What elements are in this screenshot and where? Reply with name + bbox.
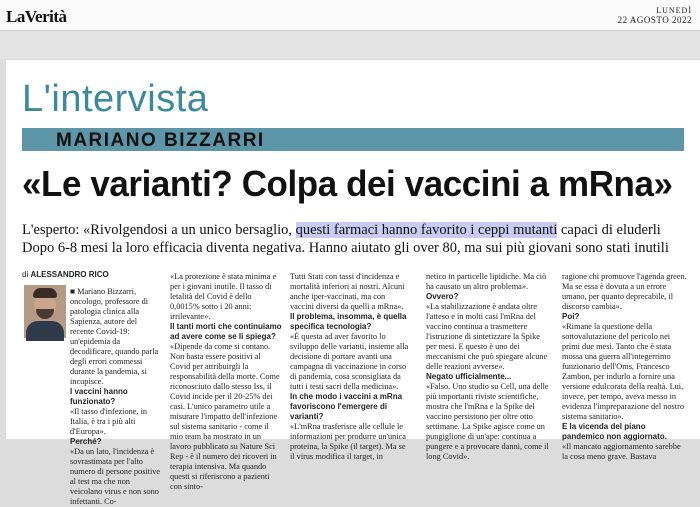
byline-author: ALESSANDRO RICO (30, 270, 109, 279)
column-paragraph: Perché? (70, 437, 102, 446)
subhead-highlight[interactable]: questi farmaci hanno favorito i ceppi mutanti (295, 222, 558, 238)
subhead-text-before: L'esperto: «Rivolgendosi a un unico bersaglio, (22, 222, 296, 238)
subheadline (22, 221, 692, 257)
column-paragraph: Ovvero? (426, 292, 459, 301)
article-column-4 (426, 272, 550, 461)
dateline (618, 6, 692, 25)
page-gap (0, 31, 700, 59)
article-column-3 (290, 272, 410, 461)
article-column-5 (562, 272, 688, 461)
column-paragraph: Il tanti morti che continuiamo ad avere come se li spiega? (170, 322, 282, 341)
column-paragraph: E la vicenda del piano pandemico non aggiornato. (562, 422, 667, 441)
column-paragraph: «L'mRna trasferisce alle cellule le informazioni per produrre un'unica proteina, la Spike (il target). Ma se il virus modifica il target, in (290, 422, 406, 461)
column-paragraph: ragione chi promuove l'agenda green. Ma se essa è dovuta a un errore umano, per quanto deprecabile, il discorso cambia». (562, 272, 687, 311)
dateline-date: 22 AGOSTO 2022 (617, 15, 692, 25)
interviewee-band (22, 128, 684, 151)
column-paragraph: «Rimane la questione della sottovalutazione del pericolo nei primi due mesi. Tanto che è stata mossa una guerra all'integerrimo funzionario dell'Oms, Francesco Zambon, per indurlo a fornire una versione edulcorata della realtà. Lui, invece, per tempo, aveva messo in evidenza l'impreparazione del nostro sistema sanitario». (562, 322, 684, 421)
article-column-2 (170, 272, 282, 491)
subhead-text-after: capaci di eluderli (557, 222, 661, 238)
masthead-bar (0, 0, 700, 31)
photo-body (26, 321, 64, 341)
headline: «Le varianti? Colpa dei vaccini a mRna» (22, 163, 673, 204)
column-paragraph: Il problema, insomma, è quella specifica tecnologia? (290, 312, 407, 331)
column-paragraph: Negato ufficialmente... (426, 372, 512, 381)
section-label: L'intervista (22, 78, 209, 120)
photo-beard (36, 309, 54, 319)
dateline-day: LUNEDÌ (656, 6, 692, 15)
article-column-1 (70, 287, 162, 506)
column-paragraph: «Falso. Uno studio su Cell, una delle più importanti riviste scientifiche, mostra che l'mRna e la Spike del vaccino persistono per oltre otto settimane. La Spike agisce come un pungiglione di un'ape: continua a pungere e a provocare danni, come il long Covid». (426, 382, 549, 461)
column-paragraph: «Da un lato, l'incidenza è sovrastimata per l'alto numero di persone positive al test ma che non veicolano virus e non sono infettanti. Co- (70, 447, 161, 506)
column-paragraph: «È questa ad aver favorito lo sviluppo delle varianti, insieme alla decisione di portare avanti una campagna di vaccinazione in corso di pandemia, cosa sconsigliata da tutti i testi sacri della medicina». (290, 332, 409, 391)
column-paragraph: In che modo i vaccini a mRna favoriscono l'emergere di varianti? (290, 392, 403, 421)
byline (22, 270, 109, 279)
subhead-line-1 (22, 221, 692, 239)
column-paragraph: «La stabilizzazione è andata oltre l'atteso e in molti casi l'mRna del vaccino continua a trasmettere l'istruzione di sintetizzare la Spike per mesi. E questo è uno dei meccanismi che può spiegare alcune delle reazioni avverse». (426, 302, 548, 371)
column-paragraph: ■ Mariano Bizzarri, oncologo, professore di patologia clinica alla Sapienza, autore del recente Covid-19: un'epidemia da decodificare, quando parla degli errori commessi durante la pandemia, si incupisce. (70, 287, 159, 386)
newspaper-logo[interactable]: LaVerità (6, 7, 67, 26)
subhead-line-2: Dopo 6-8 mesi la loro efficacia diventa negativa. Hanno aiutato gli over 80, ma sui più giovani sono stati inutili (22, 240, 669, 256)
column-paragraph: «La protezione è stata minima e per i giovani inutile. Il tasso di letalità del Covid è dello 0,0015% sotto i 20 anni: irrilevante». (170, 272, 277, 321)
column-paragraph: «Il mancato aggiornamento sarebbe la cosa meno grave. Bastava (562, 442, 681, 461)
interviewee-name: MARIANO BIZZARRI (56, 130, 265, 151)
column-paragraph: netico in particelle lipidiche. Ma ciò ha causato un altro problema». (426, 272, 547, 291)
column-paragraph: «Dipende da come si contano. Non basta essere positivi al Covid per attribuirgli la responsabilità della morte. Come riconosciuto dallo stesso Iss, il Covid incide per il 20-25% dei casi. L'unico parametro utile a misurare l'impatto dell'infezione sul sistema sanitario - come il mio team ha mostrato in un lavoro pubblicato su Nature Sci Rep - è il numero dei ricoveri in terapia intensiva. Ma quando questi si riferiscono a pazienti con sinto- (170, 342, 280, 491)
photo-hair (33, 288, 57, 298)
column-paragraph: «Il tasso d'infezione, in Italia, è tra i più alti d'Europa». (70, 407, 148, 436)
column-paragraph: I vaccini hanno funzionato? (70, 387, 128, 406)
column-paragraph: Tutti Stati con tassi d'incidenza e mortalità inferiori ai nostri. Alcuni anche iper-vaccinati, ma con vaccini diversi da quelli a mRna». (290, 272, 405, 311)
column-paragraph: Poi? (562, 312, 580, 321)
byline-prefix: di (22, 270, 29, 279)
author-photo (24, 285, 66, 338)
